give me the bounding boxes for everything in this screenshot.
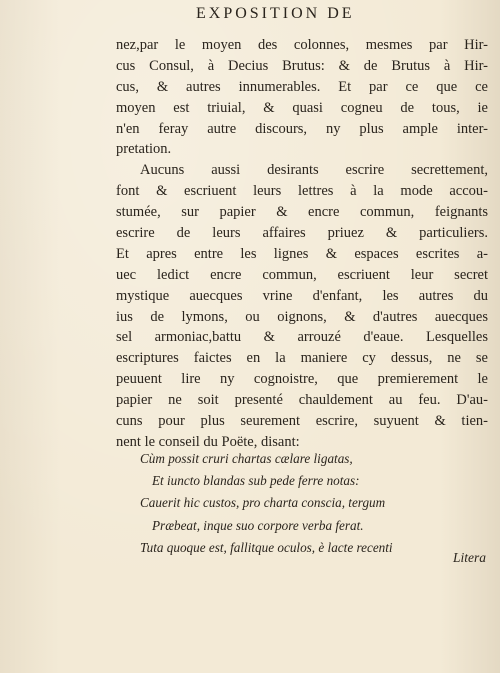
- text-line: Et apres entre les lignes & espaces escrites a-: [116, 245, 488, 262]
- prose-body: [116, 35, 488, 453]
- text-line: escrire de leurs affaires priuez & particuliers.: [116, 225, 488, 242]
- text-line: moyen est triuial, & quasi cogneu de tous, ie: [116, 99, 488, 116]
- verse-quotation: [140, 448, 480, 559]
- text-line: n'en feray autre discours, ny plus ample inter-: [116, 120, 488, 137]
- text-line: sel armoniac,battu & arrouzé d'eaue. Lesquelles: [116, 329, 488, 346]
- text-line: nez,par le moyen des colonnes, mesmes par Hir-: [116, 37, 488, 53]
- running-head: EXPOSITION DE: [196, 5, 355, 22]
- paragraph-1: [116, 35, 488, 160]
- text-line: peuuent lire ny cognoistre, que premierement le: [116, 371, 488, 388]
- paragraph-2: [116, 160, 488, 452]
- verse-line: Tuta quoque est, fallitque oculos, è lacte recenti: [140, 539, 393, 555]
- verse-line: Cauerit hic custos, pro charta conscia, tergum: [140, 495, 386, 511]
- text-line: escriptures faictes en la maniere cy dessus, ne se: [116, 350, 488, 367]
- catchword: Litera: [452, 550, 486, 565]
- text-line: cus Consul, à Decius Brutus: & de Brutus à Hir-: [116, 57, 488, 74]
- verse-line: Et iuncto blandas sub pede ferre notas:: [152, 473, 360, 489]
- text-line: cus, & autres innumerables. Et par ce que ce: [116, 78, 488, 95]
- text-line: pretation.: [116, 141, 172, 158]
- text-line: papier ne soit presenté chauldement au feu. D'au-: [116, 392, 488, 409]
- text-line: nent le conseil du Poëte, disant:: [116, 433, 300, 450]
- text-line: uec ledict encre commun, escriuent leur secret: [116, 266, 488, 283]
- text-line: font & escriuent leurs lettres à la mode accou-: [116, 183, 488, 200]
- text-line: cuns pour plus seurement escrire, suyuent & tien-: [116, 413, 488, 430]
- verse-line: Præbeat, inque suo corpore verba ferat.: [152, 517, 364, 533]
- text-line: mystique auecques vrine d'enfant, les autres du: [116, 287, 488, 304]
- text-line: stumée, sur papier & encre commun, feignants: [116, 204, 488, 221]
- verse-line: Cùm possit cruri chartas cælare ligatas,: [140, 451, 353, 466]
- text-line: Aucuns aussi desirants escrire secrettement,: [140, 162, 488, 179]
- text-line: ius de lymons, ou oignons, & d'autres auecques: [116, 308, 488, 325]
